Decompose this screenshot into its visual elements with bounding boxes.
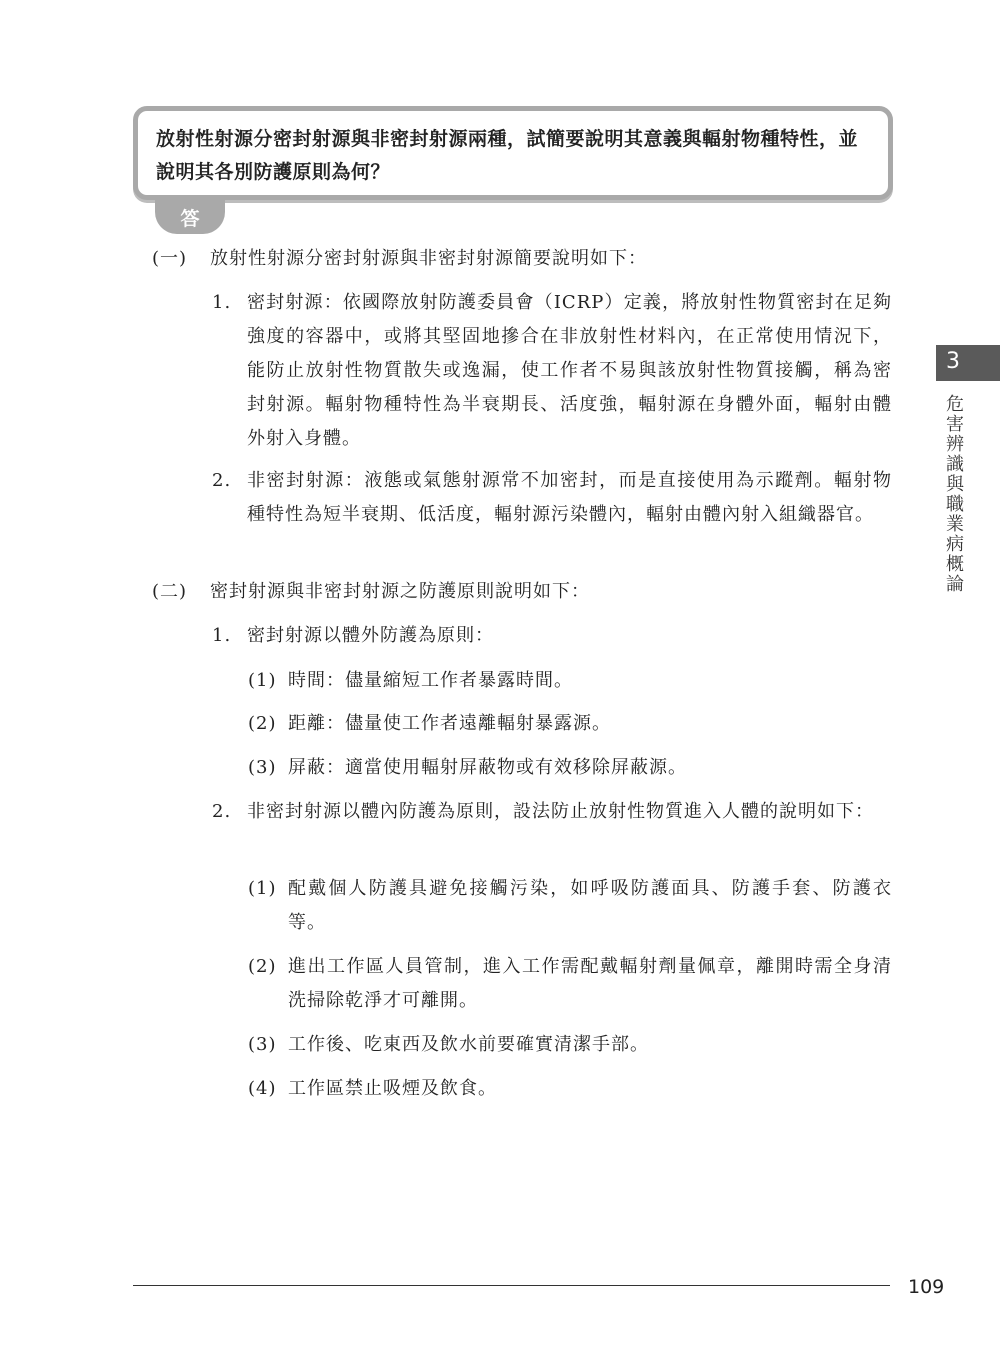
sub-item-number: (2) <box>248 956 277 977</box>
item-number: 1. <box>212 625 232 646</box>
section-marker: (二) <box>152 581 188 602</box>
footer-rule <box>133 1285 890 1286</box>
sub-item-number: (2) <box>248 713 277 734</box>
item-number: 2. <box>212 470 232 491</box>
section-title: 密封射源與非密封射源之防護原則說明如下： <box>210 581 590 602</box>
page-number: 109 <box>908 1276 945 1298</box>
item-text: 非密封射源：液態或氣態射源常不加密封，而是直接使用為示蹤劑。輻射物種特性為短半衰期、低活度，輻射源污染體內，輻射由體內射入組織器官。 <box>247 470 892 525</box>
item-number: 2. <box>212 801 232 822</box>
sub-item-number: (1) <box>248 670 277 691</box>
item-text: 非密封射源以體內防護為原則，設法防止放射性物質進入人體的說明如下： <box>247 801 874 822</box>
sub-item-text: 進出工作區人員管制，進入工作需配戴輻射劑量佩章，離開時需全身清洗掃除乾淨才可離開。 <box>288 956 892 1011</box>
answer-label: 答 <box>180 208 200 230</box>
sub-item-number: (1) <box>248 878 277 899</box>
sub-item-text: 工作後、吃東西及飲水前要確實清潔手部。 <box>288 1034 649 1055</box>
sub-item-text: 配戴個人防護具避免接觸污染，如呼吸防護面具、防護手套、防護衣等。 <box>288 878 892 933</box>
sub-item-text: 時間：儘量縮短工作者暴露時間。 <box>288 670 573 691</box>
chapter-number: 3 <box>946 349 960 374</box>
sub-item-number: (4) <box>248 1078 277 1099</box>
item-text: 密封射源以體外防護為原則： <box>247 625 494 646</box>
sub-item-number: (3) <box>248 1034 277 1055</box>
item-text: 密封射源：依國際放射防護委員會（ICRP）定義，將放射性物質密封在足夠強度的容器中，或將其堅固地摻合在非放射性材料內，在正常使用情況下，能防止放射性物質散失或逸漏，使工作者不易與該放射性物質接觸，稱為密封射源。輻射物種特性為半衰期長、活度強，輻射源在身體外面，輻射由體外射入身體。 <box>247 292 892 449</box>
sub-item-number: (3) <box>248 757 277 778</box>
answer-tab <box>155 200 225 234</box>
section-title: 放射性射源分密封射源與非密封射源簡要說明如下： <box>210 248 647 269</box>
sub-item-text: 距離：儘量使工作者遠離輻射暴露源。 <box>288 713 611 734</box>
item-number: 1. <box>212 292 232 313</box>
chapter-title: 危害辨識與職業病概論 <box>946 394 964 595</box>
question-text: 放射性射源分密封射源與非密封射源兩種，試簡要說明其意義與輻射物種特性，並說明其各別防護原則為何？ <box>156 128 859 183</box>
question-box <box>133 106 893 200</box>
chapter-tab <box>936 345 1000 381</box>
sub-item-text: 屏蔽：適當使用輻射屏蔽物或有效移除屏蔽源。 <box>288 757 687 778</box>
sub-item-text: 工作區禁止吸煙及飲食。 <box>288 1078 497 1099</box>
section-marker: (一) <box>152 248 188 269</box>
